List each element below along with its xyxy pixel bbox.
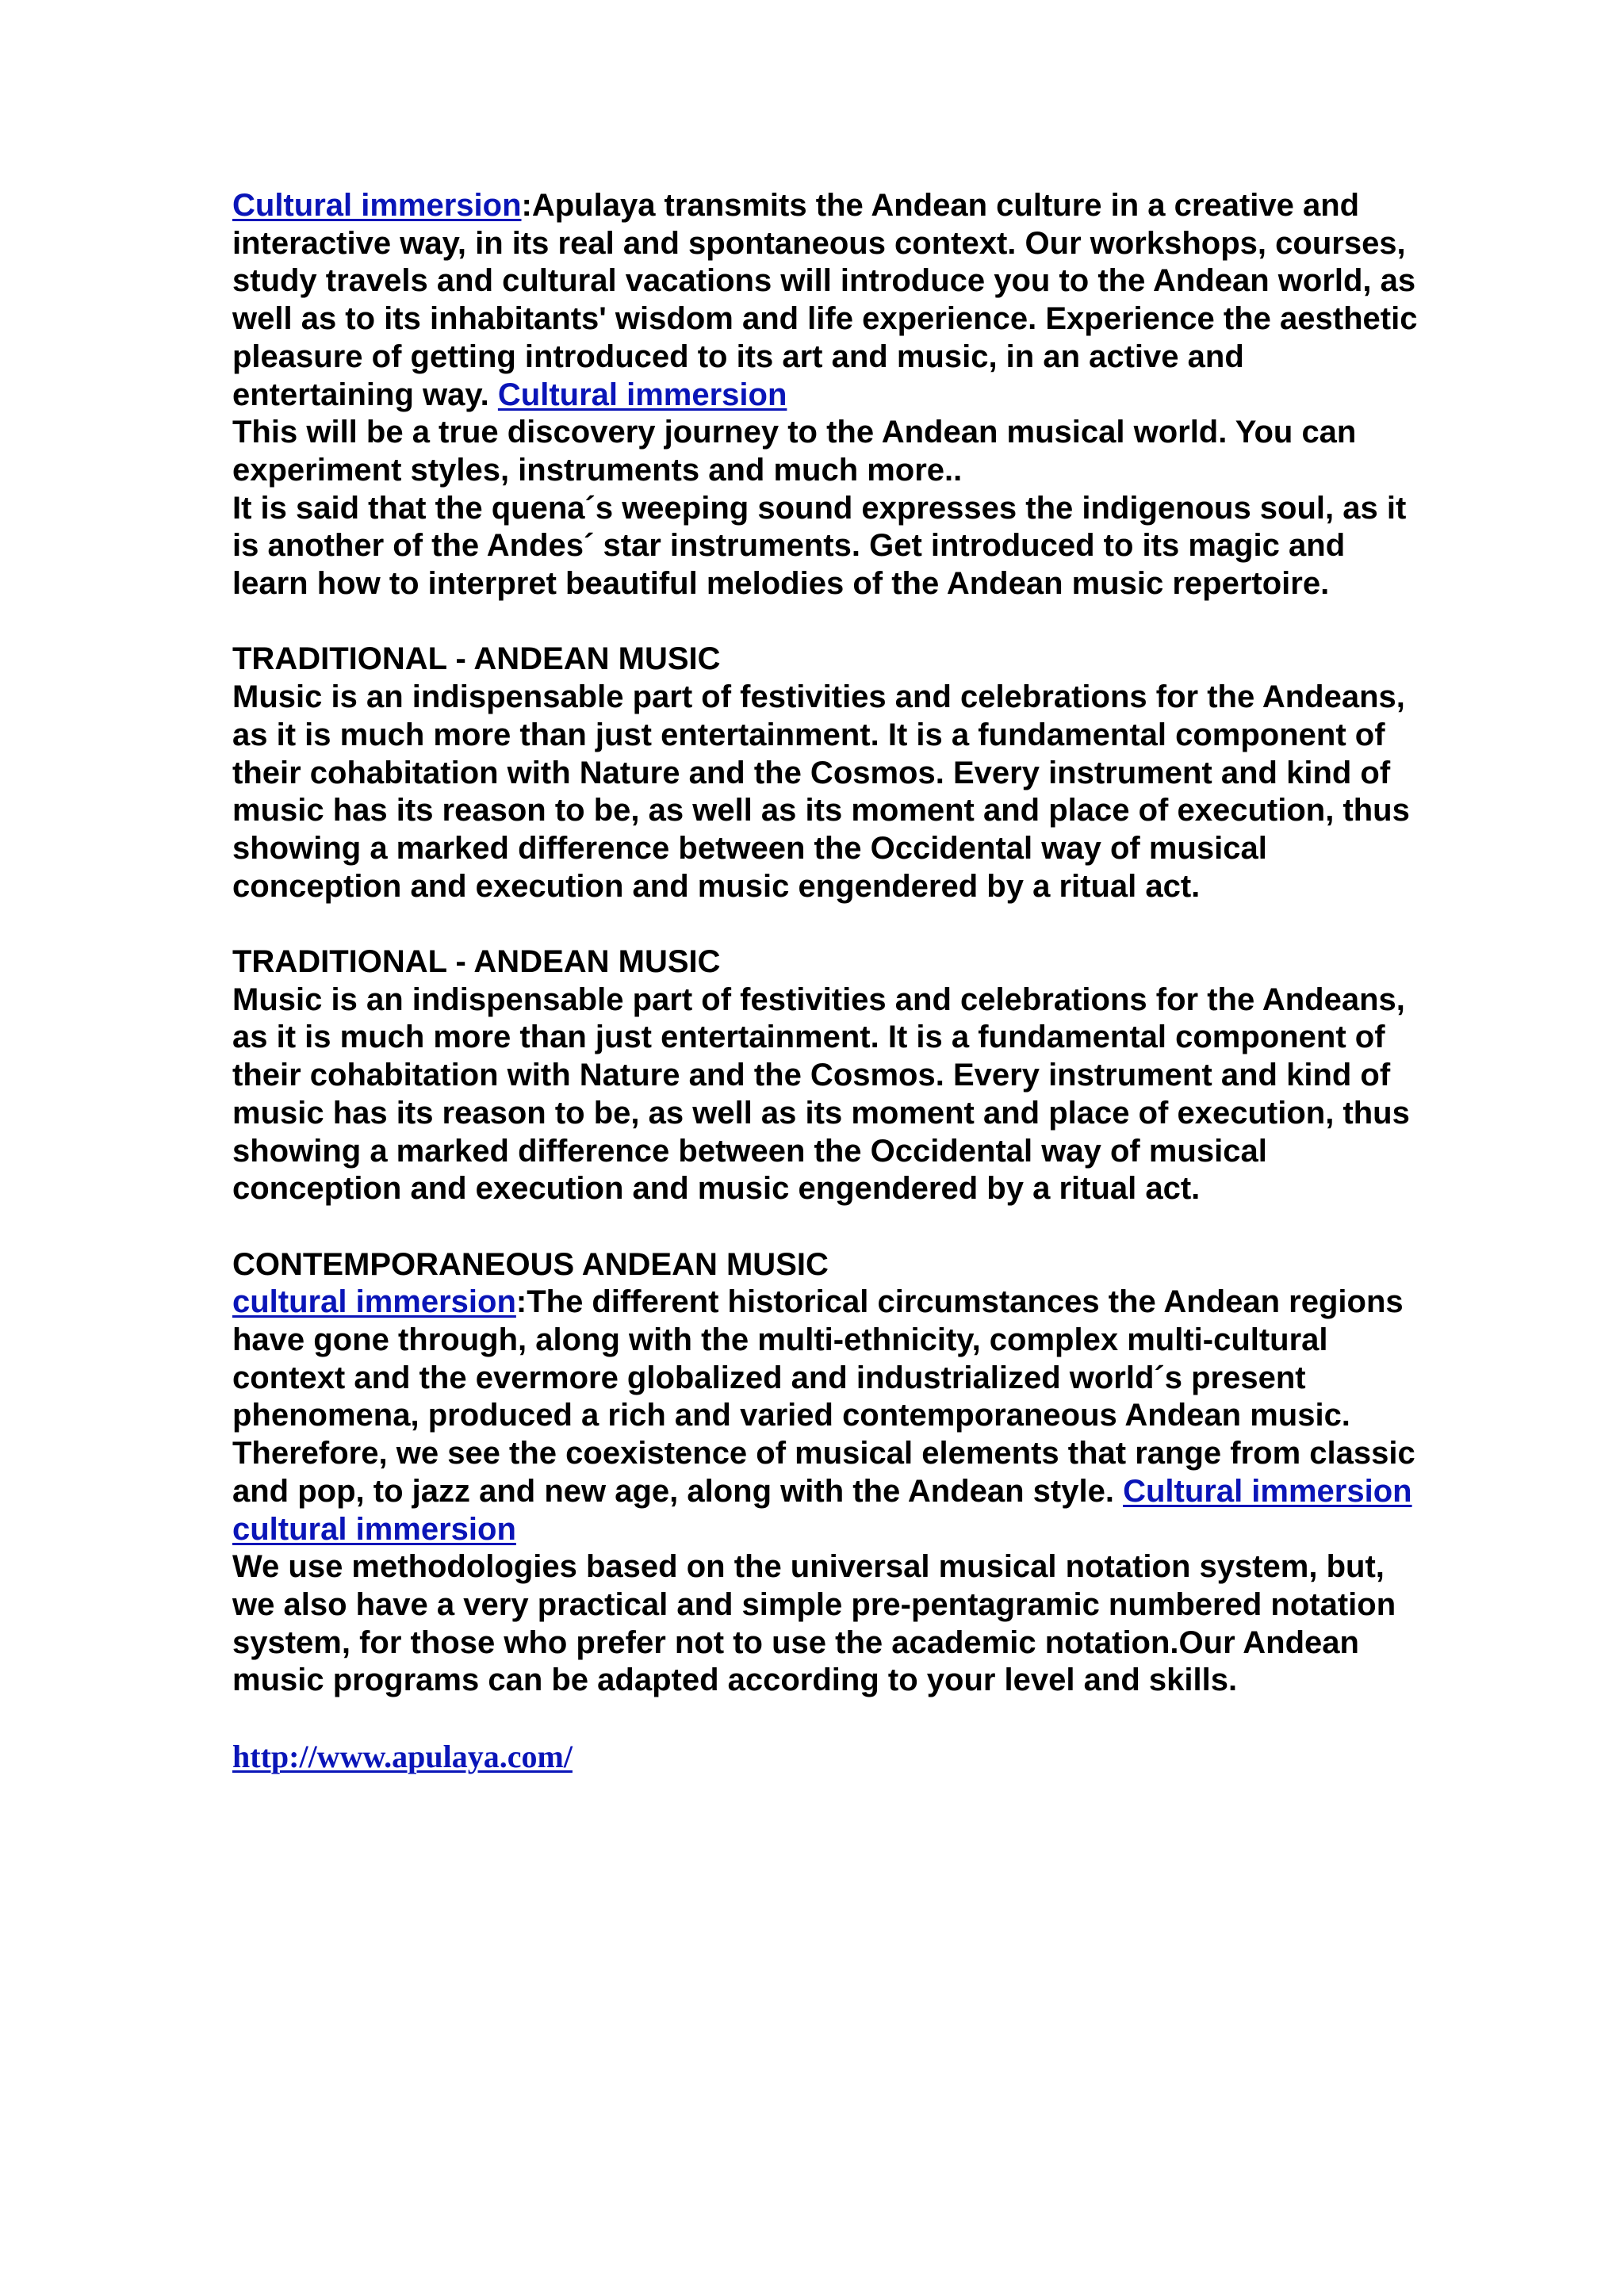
website-url-link[interactable]: http://www.apulaya.com/: [232, 1738, 573, 1774]
section-body: Music is an indispensable part of festivities and celebrations for the Andeans, as it is much more than just entertainment. It is a fundamental component of their cohabitation with Nature and the Cosmos. Every instrument and kind of music has its reason to be, as well as its moment and place of execution, thus showing a marked difference between the Occidental way of musical conception and execution and music engendered by a ritual act.: [232, 982, 1410, 1207]
methodology-paragraph: We use methodologies based on the universal musical notation system, but, we also have a very practical and simple pre-pentagramic numbered notation system, for those who prefer not to use the academic notation.Our Andean music programs can be adapted according to your level and skills.: [232, 1549, 1396, 1698]
document-page: [232, 187, 1422, 1776]
spacer: [232, 603, 1422, 641]
spacer: [232, 905, 1422, 943]
cultural-immersion-link[interactable]: cultural immersion: [232, 1511, 516, 1547]
section-body: :The different historical circumstances the Andean regions have gone through, along with the multi-ethnicity, complex multi-cultural context and the evermore globalized and industrialized world´s present phenomena, produced a rich and varied contemporaneous Andean music. Therefore, we see the coexistence of musical elements that range from classic and pop, to jazz and new age, along with the Andean style.: [232, 1284, 1415, 1509]
spacer: [232, 1700, 1422, 1738]
cultural-immersion-link[interactable]: Cultural immersion: [1123, 1473, 1412, 1509]
cultural-immersion-link[interactable]: cultural immersion: [232, 1284, 516, 1320]
cultural-immersion-link[interactable]: Cultural immersion: [497, 377, 787, 412]
section-contemporaneous: [232, 1246, 1422, 1511]
intro-text: :Apulaya transmits the Andean culture in a creative and interactive way, in its real and spontaneous context. Our workshops, courses, study travels and cultural vacations will introduce you to the Andean world, as well as to its inhabitants' wisdom and life experience. Experience the aesthetic pleasure of getting introduced to its art and music, in an active and entertaining way.: [232, 188, 1418, 412]
section-heading: TRADITIONAL - ANDEAN MUSIC: [232, 944, 721, 980]
section-traditional-1: [232, 641, 1422, 905]
cultural-immersion-line: [232, 1511, 1422, 1549]
spacer: [232, 1208, 1422, 1246]
cultural-immersion-link[interactable]: Cultural immersion: [232, 188, 522, 223]
section-body: Music is an indispensable part of festivities and celebrations for the Andeans, as it is much more than just entertainment. It is a fundamental component of their cohabitation with Nature and the Cosmos. Every instrument and kind of music has its reason to be, as well as its moment and place of execution, thus showing a marked difference between the Occidental way of musical conception and execution and music engendered by a ritual act.: [232, 679, 1410, 904]
section-heading: TRADITIONAL - ANDEAN MUSIC: [232, 641, 721, 677]
intro-paragraph: [232, 187, 1422, 414]
footer-url-line: [232, 1738, 1422, 1776]
section-heading: CONTEMPORANEOUS ANDEAN MUSIC: [232, 1246, 829, 1282]
section-traditional-2: [232, 943, 1422, 1208]
intro-paragraph-quena: It is said that the quena´s weeping sound expresses the indigenous soul, as it is another of the Andes´ star instruments. Get introduced to its magic and learn how to interpret beautiful melodies of the Andean music repertoire.: [232, 490, 1407, 602]
intro-paragraph-discovery: This will be a true discovery journey to the Andean musical world. You can experiment styles, instruments and much more..: [232, 415, 1357, 488]
